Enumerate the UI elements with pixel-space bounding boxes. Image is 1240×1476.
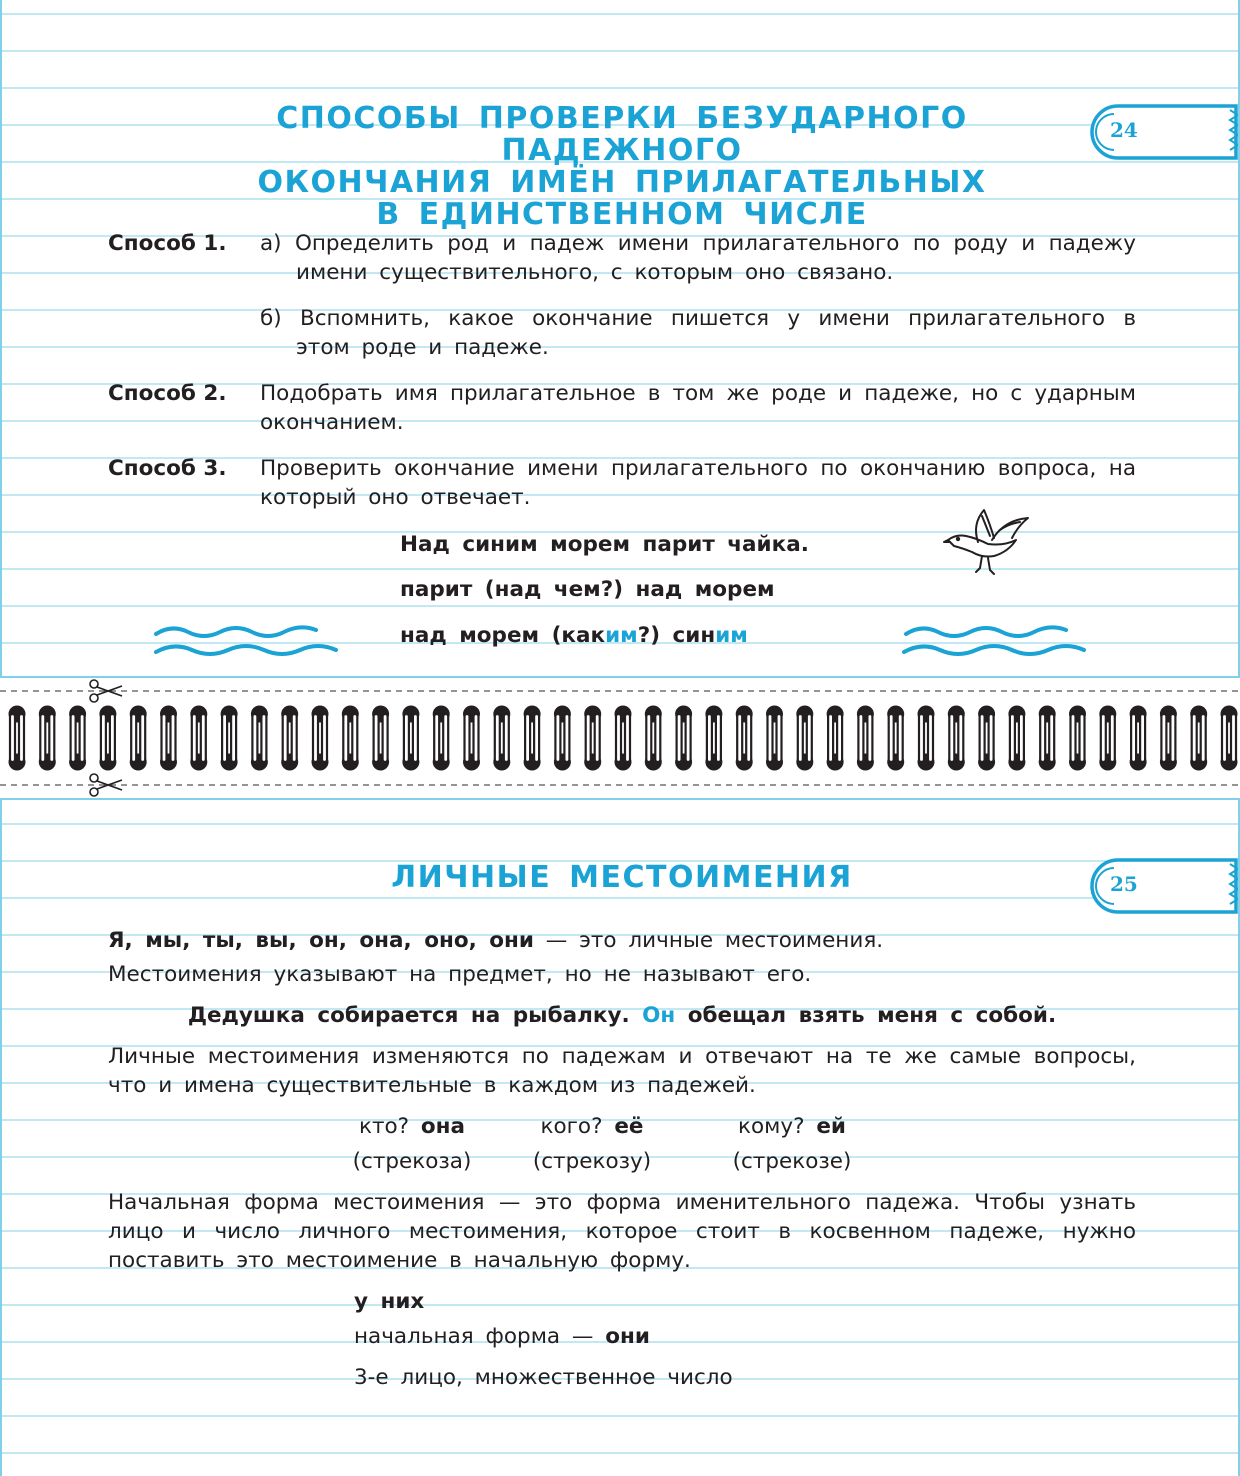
ring-icon	[887, 706, 904, 771]
spiral-binding	[0, 678, 1240, 798]
ring-icon	[190, 706, 207, 771]
scissors-icon	[90, 774, 122, 796]
ring-icon	[493, 706, 510, 771]
pronouns-explanation: Местоимения указывают на предмет, но не называют его.	[108, 962, 812, 987]
ring-icon	[827, 706, 844, 771]
ring-icon	[1221, 706, 1238, 771]
ring-icon	[463, 706, 480, 771]
page-title: ЛИЧНЫЕ МЕСТОИМЕНИЯ	[391, 860, 853, 895]
ring-icon	[796, 706, 813, 771]
ring-icon	[9, 706, 26, 771]
ring-icon	[1190, 706, 1207, 771]
ring-icon	[675, 706, 692, 771]
ring-icon	[645, 706, 662, 771]
ring-icon	[251, 706, 268, 771]
title-line: СПОСОБЫ ПРОВЕРКИ БЕЗУДАРНОГО ПАДЕЖНОГО	[276, 101, 968, 168]
initial-form-text: Начальная форма местоимения — это форма именительного падежа. Чтобы узнать лицо и число личного местоимения, которое стоит в косвенном падеже, нужно поставить это местоимение в начальную форму.	[108, 1190, 1136, 1273]
ring-icon	[857, 706, 874, 771]
page-tab	[1078, 858, 1238, 914]
title-line: ОКОНЧАНИЯ ИМЁН ПРИЛАГАТЕЛЬНЫХ	[257, 165, 987, 200]
example-sentence: Над синим морем парит чайка.	[400, 532, 809, 557]
example-question-2: над морем (каким?) синим	[400, 623, 748, 648]
ring-icon	[1008, 706, 1025, 771]
pronoun-example-sentence: Дедушка собирается на рыбалку. Он обещал взять меня с собой.	[187, 1003, 1057, 1028]
page-number: 24	[1110, 118, 1138, 142]
ring-icon	[99, 706, 116, 771]
ring-icon	[221, 706, 238, 771]
method-2-label: Способ 2.	[108, 381, 227, 406]
ring-icon	[281, 706, 298, 771]
example2-line-3: 3-е лицо, множественное число	[354, 1365, 733, 1390]
ring-icon	[736, 706, 753, 771]
method-3-text: Проверить окончание имени прилагательного по окончанию вопроса, на который оно отвечает.	[260, 456, 1136, 510]
method-3-label: Способ 3.	[108, 456, 227, 481]
wave-left-icon	[152, 620, 342, 664]
example2-line-1: у них	[354, 1289, 425, 1314]
ring-icon	[584, 706, 601, 771]
ring-icon	[342, 706, 359, 771]
ring-icon	[160, 706, 177, 771]
page-title	[162, 103, 1082, 231]
case-noun: (стрекозу)	[532, 1149, 652, 1174]
ring-icon	[1160, 706, 1177, 771]
page-number: 25	[1110, 872, 1138, 896]
ring-icon	[766, 706, 783, 771]
card-25	[0, 798, 1240, 1476]
spiral-rings	[0, 678, 1240, 798]
case-question: кому? ей	[738, 1114, 846, 1139]
ring-icon	[1130, 706, 1147, 771]
scissors-icon	[90, 680, 122, 702]
ring-icon	[312, 706, 329, 771]
wave-right-icon	[900, 620, 1090, 664]
example-question-1: парит (над чем?) над морем	[400, 577, 775, 602]
ring-icon	[1069, 706, 1086, 771]
pronouns-definition: Я, мы, ты, вы, он, она, оно, они — это личные местоимения.	[108, 928, 884, 953]
method-1a-text: а) Определить род и падеж имени прилагательного по роду и падежу имени существительного, с которым оно связано.	[260, 231, 1136, 285]
title-line: В ЕДИНСТВЕННОМ ЧИСЛЕ	[376, 197, 868, 232]
ring-icon	[615, 706, 632, 771]
page-tab	[1078, 104, 1238, 160]
method-2-text: Подобрать имя прилагательное в том же роде и падеже, но с ударным окончанием.	[260, 381, 1136, 435]
ring-icon	[554, 706, 571, 771]
ring-icon	[1099, 706, 1116, 771]
ring-icon	[402, 706, 419, 771]
case-question: кого? её	[540, 1114, 644, 1139]
ring-icon	[978, 706, 995, 771]
ring-icon	[372, 706, 389, 771]
ring-icon	[1039, 706, 1056, 771]
ring-icon	[433, 706, 450, 771]
seagull-icon	[942, 506, 1034, 578]
ring-icon	[948, 706, 965, 771]
case-noun: (стрекоза)	[352, 1149, 472, 1174]
ring-icon	[130, 706, 147, 771]
ring-icon	[705, 706, 722, 771]
method-1-label: Способ 1.	[108, 231, 227, 256]
ring-icon	[918, 706, 935, 771]
method-1b-text: б) Вспомнить, какое окончание пишется у имени прилагательного в этом роде и падеже.	[260, 306, 1136, 360]
ring-icon	[69, 706, 86, 771]
case-noun: (стрекозе)	[732, 1149, 852, 1174]
ring-icon	[524, 706, 541, 771]
case-question: кто? она	[358, 1114, 466, 1139]
pronoun-cases-text: Личные местоимения изменяются по падежам и отвечают на те же самые вопросы, что и имена существительные в каждом из падежей.	[108, 1044, 1136, 1098]
card-24	[0, 0, 1240, 678]
example2-line-2: начальная форма — они	[354, 1324, 650, 1349]
ring-icon	[39, 706, 56, 771]
